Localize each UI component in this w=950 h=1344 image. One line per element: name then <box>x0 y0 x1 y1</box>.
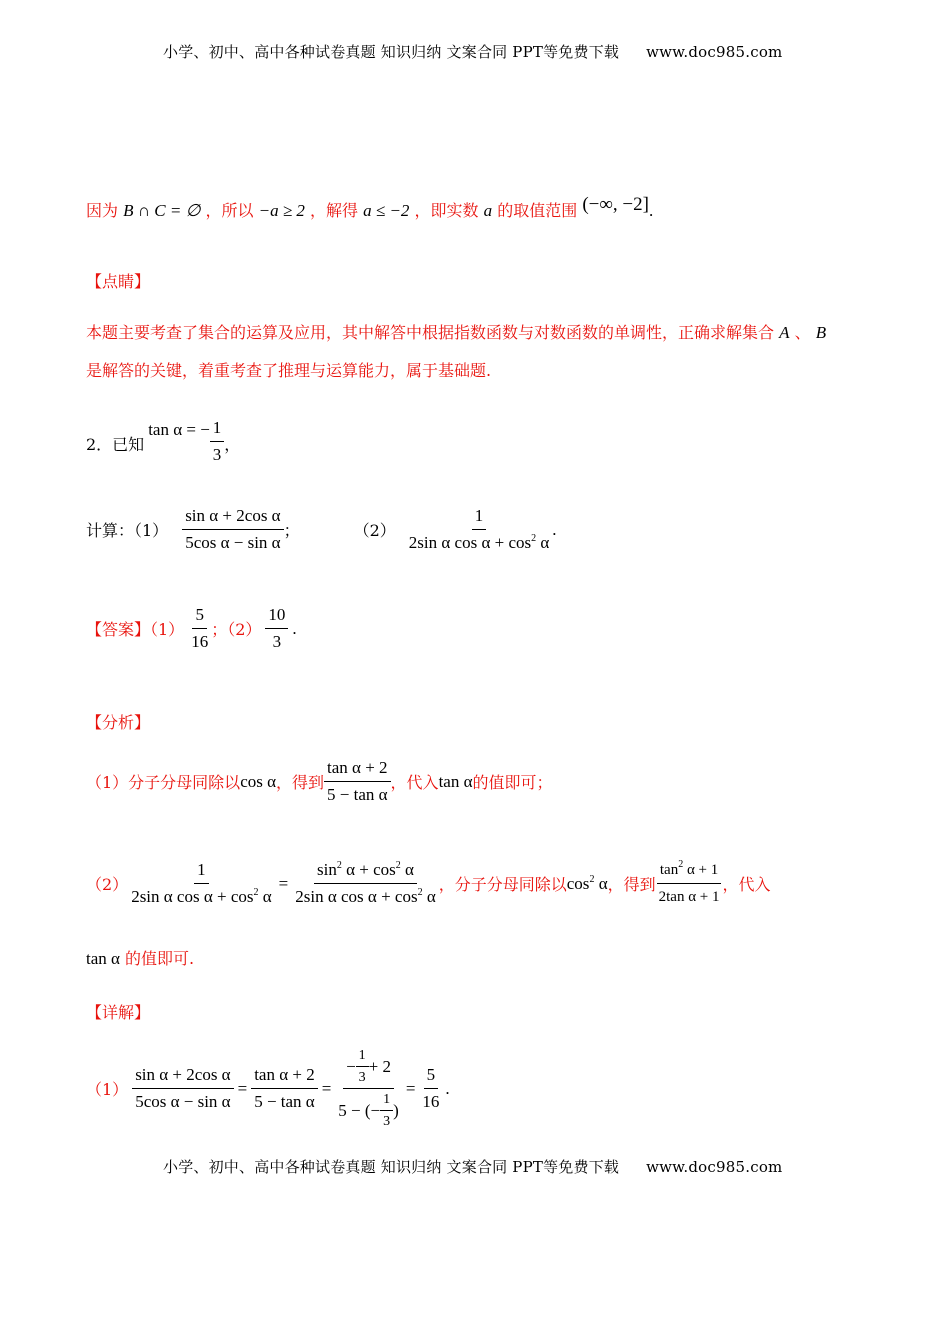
detail-fraction-1 <box>132 1065 233 1112</box>
set-b: B <box>815 323 827 342</box>
step2-f3-num: $\tan^2 \alpha + 1$ <box>657 860 721 884</box>
answer-2-num: 10 <box>265 605 288 629</box>
set-a: A <box>779 323 790 342</box>
step2-f2-den: 2sin α $\cos \alpha + \cos^2 \alpha$ <box>295 887 436 906</box>
step2-f3-den: 2tan α + 1 <box>658 889 720 905</box>
d1-den: 5cos α − sin α <box>135 1092 231 1111</box>
step3-tan-alpha: tan α <box>86 949 120 968</box>
calc-line <box>86 506 557 553</box>
dianjing-line-1 <box>86 320 826 343</box>
answer-line <box>86 605 297 652</box>
expr-1-den: 5cos α − sin α <box>185 533 281 552</box>
answer-mid: ；（2） <box>211 620 262 639</box>
step2-f2-num: $\sin^2 \alpha + \cos^2 \alpha$ <box>314 860 417 884</box>
dianjing-text-1: 本题主要考查了集合的运算及应用，其中解答中根据指数函数与对数函数的单调性，正确求解集合 <box>86 323 775 342</box>
step2-label: （2） <box>86 875 129 894</box>
part-2-label: （2） <box>353 521 396 540</box>
answer-period: . <box>292 618 297 638</box>
detail-label: 【详解】 <box>86 1003 151 1022</box>
d2-den: 5 − tan α <box>254 1092 315 1111</box>
detail-part-1: （1） <box>86 1080 129 1099</box>
answer-1-den: 16 <box>191 632 209 651</box>
f2-den-a: 2sin α cos α + cos <box>295 887 418 906</box>
conclusion-text-5: 的取值范围 <box>497 201 578 220</box>
expr-2-fraction <box>406 506 552 553</box>
d3-df-d: 3 <box>383 1114 391 1129</box>
step1-fraction <box>324 758 391 805</box>
d3-num-frac <box>356 1048 369 1085</box>
detail-eq-1: = <box>237 1078 248 1098</box>
step2-text-c: ，得到 <box>607 875 656 894</box>
conclusion-text-2: ，所以 <box>205 201 254 220</box>
math-neg-a-ge-2: −a ≥ 2 <box>258 201 305 220</box>
math-b-cap-c: B ∩ C = ∅ <box>123 201 201 220</box>
d3-den <box>335 1089 402 1129</box>
expr-1-fraction <box>182 506 283 553</box>
frac-den: 3 <box>212 445 222 464</box>
f2-num-c: α <box>405 860 414 879</box>
step2-text-b: ，分子分母同除以 <box>438 875 567 894</box>
answer-2-den: 3 <box>272 632 282 651</box>
d3-nf-n: 1 <box>356 1048 369 1067</box>
analysis-step-1 <box>86 758 553 805</box>
f2-num-b: α + cos <box>346 860 396 879</box>
conclusion-period: . <box>648 201 654 220</box>
f3-num-b: α + 1 <box>686 862 719 878</box>
d3-den-frac <box>380 1092 393 1129</box>
problem-number: 2．已知 <box>86 435 145 454</box>
calc-label: 计算：（1） <box>86 521 169 540</box>
page-header <box>163 41 782 62</box>
detail-period: . <box>445 1078 450 1098</box>
answer-label: 【答案】（1） <box>86 620 185 639</box>
math-range: (−∞, −2] <box>582 194 649 215</box>
detail-fraction-3 <box>335 1048 402 1129</box>
expr-1-semicolon: ； <box>283 521 300 540</box>
step2-f1-num: 1 <box>194 860 209 884</box>
d4-num: 5 <box>424 1065 439 1089</box>
tan-alpha-lhs: tan α = − <box>148 419 210 439</box>
step2-text-d: ，代入 <box>722 875 771 894</box>
conclusion-line <box>86 194 654 222</box>
header-url[interactable]: www.doc985.com <box>646 43 783 61</box>
analysis-label: 【分析】 <box>86 713 151 732</box>
answer-2-fraction <box>265 605 288 652</box>
math-a-le-neg2: a ≤ −2 <box>363 201 410 220</box>
step1-text-d: 的值即可； <box>472 773 553 792</box>
expr-2-num: 1 <box>472 506 487 530</box>
detail-equation <box>86 1048 450 1129</box>
f1-den-b: α <box>262 887 272 906</box>
cos-sq-a: cos <box>566 873 590 893</box>
d3-num <box>343 1048 394 1089</box>
expr-2-den: 2sin α $\cos \alpha + \cos^2 \alpha$ <box>408 533 550 552</box>
analysis-step-2 <box>86 860 771 907</box>
footer-text: 小学、初中、高中各种试卷真题 知识归纳 文案合同 PPT等免费下载 <box>163 1158 620 1176</box>
answer-1-fraction <box>188 605 211 652</box>
step3-text: 的值即可. <box>125 949 195 968</box>
step1-text-a: （1）分子分母同除以 <box>86 773 241 792</box>
step1-text-c: ，代入 <box>390 773 439 792</box>
d1-num: sin α + 2cos α <box>132 1065 233 1089</box>
analysis-step-3 <box>86 946 194 969</box>
d3-df-n: 1 <box>380 1092 393 1111</box>
conclusion-text-4: ，即实数 <box>414 201 479 220</box>
fraction-one-third <box>210 418 225 465</box>
cos-sq-b: α <box>598 873 608 893</box>
expr-2-den-a: 2sin α cos α + cos <box>408 533 532 552</box>
step1-cos-alpha: cos α <box>240 771 277 791</box>
step2-fraction-3 <box>656 860 723 907</box>
d3-den-a: 5 − (− <box>338 1100 381 1120</box>
conclusion-text-1: 因为 <box>86 201 119 220</box>
expr-2-den-b: α <box>540 533 550 552</box>
detail-fraction-4 <box>419 1065 442 1112</box>
step2-fraction-1 <box>128 860 274 907</box>
math-a: a <box>483 201 493 220</box>
page-footer <box>163 1156 782 1177</box>
dianjing-line-2: 是解答的关键，着重考查了推理与运算能力，属于基础题. <box>86 361 492 380</box>
detail-eq-2: = <box>321 1078 332 1098</box>
f2-den-b: α <box>426 887 436 906</box>
step1-text-b: ，得到 <box>276 773 325 792</box>
d3-minus: − <box>346 1056 356 1076</box>
frac-num: 1 <box>210 418 225 442</box>
conclusion-text-3: ，解得 <box>310 201 359 220</box>
problem-comma: ， <box>224 435 241 454</box>
problem-statement <box>86 406 241 464</box>
step1-tan-alpha: tan α <box>438 771 473 791</box>
step2-cos-sq: $\cos^2 \alpha$ <box>566 873 608 893</box>
expr-1-num: sin α + 2cos α <box>182 506 283 530</box>
expr-2-period: . <box>552 519 557 539</box>
answer-1-num: 5 <box>192 605 207 629</box>
step1-num: tan α + 2 <box>324 758 391 782</box>
d3-nf-d: 3 <box>358 1070 366 1085</box>
dianjing-label: 【点睛】 <box>86 272 151 291</box>
f2-num-a: sin <box>317 860 337 879</box>
f3-num-a: tan <box>659 862 679 878</box>
step2-equals: = <box>278 873 289 893</box>
f1-den-a: 2sin α cos α + cos <box>131 887 254 906</box>
d3-den-b: ) <box>393 1100 399 1120</box>
detail-fraction-2 <box>251 1065 318 1112</box>
detail-eq-3: = <box>405 1078 416 1098</box>
d3-num-rest: + 2 <box>368 1056 392 1076</box>
d4-den: 16 <box>422 1092 440 1111</box>
step2-f1-den: 2sin α $\cos \alpha + \cos^2 \alpha$ <box>131 887 272 906</box>
step2-fraction-2 <box>292 860 438 907</box>
dianjing-sep: 、 <box>794 323 811 342</box>
header-text: 小学、初中、高中各种试卷真题 知识归纳 文案合同 PPT等免费下载 <box>163 43 620 61</box>
step1-den: 5 − tan α <box>327 785 388 804</box>
footer-url[interactable]: www.doc985.com <box>646 1158 783 1176</box>
d2-num: tan α + 2 <box>251 1065 318 1089</box>
